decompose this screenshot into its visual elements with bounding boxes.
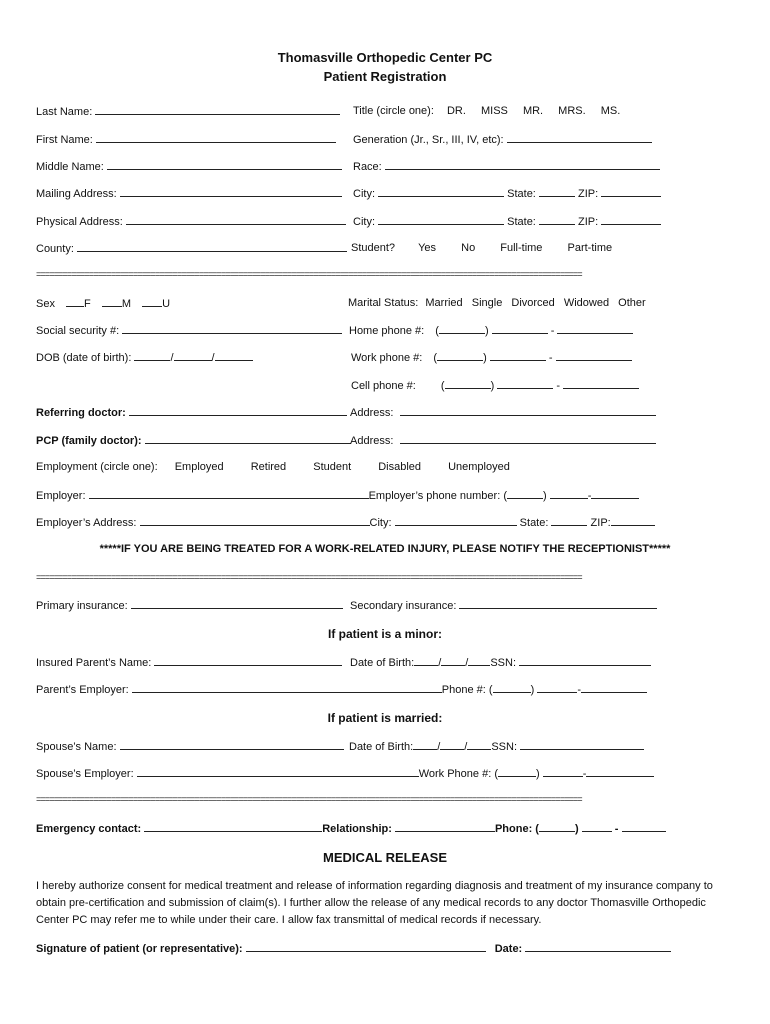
title-row (353, 104, 620, 118)
separator-1: ============================================================================================================================ (36, 270, 582, 280)
mailing-city-label: City: (353, 188, 375, 200)
county-field[interactable] (77, 241, 347, 252)
spouse-dob-year[interactable] (467, 739, 491, 750)
employment-option-retired[interactable]: Retired (250, 461, 287, 473)
first-name-label: First Name: (36, 134, 93, 146)
pcp-address-field[interactable] (400, 433, 656, 444)
primary-insurance-row (36, 598, 343, 613)
married-heading: If patient is married: (327, 711, 443, 725)
employer-phone-prefix[interactable] (550, 488, 588, 499)
marital-row (348, 296, 646, 310)
physical-city-field[interactable] (378, 214, 504, 225)
middle-name-label: Middle Name: (36, 161, 104, 173)
student-option-no[interactable]: No (461, 242, 476, 254)
title-option-mr[interactable]: MR. (522, 105, 544, 117)
mailing-state-label: State: (507, 188, 536, 200)
parent-employer-label: Parent’s Employer: (36, 684, 129, 696)
parent-employer-row: Parent’s Employer: Phone #: ( ) - (36, 682, 647, 697)
sex-f-label: F (84, 298, 91, 310)
mailing-zip-label: ZIP: (578, 188, 599, 200)
marital-option-other[interactable]: Other (618, 297, 646, 309)
separator-2: ============================================================================================================================ (36, 573, 582, 583)
emergency-contact-label: Emergency contact: (36, 823, 142, 835)
employment-option-employed[interactable]: Employed (174, 461, 224, 473)
parent-dob-month[interactable] (414, 655, 438, 666)
employer-label: Employer: (36, 490, 86, 502)
pcp-field[interactable] (145, 433, 351, 444)
spouse-employer-field[interactable] (137, 766, 419, 777)
pcp-label: PCP (family doctor): (36, 435, 142, 447)
date-field[interactable] (525, 941, 671, 952)
parent-phone-label: Phone #: (441, 684, 486, 696)
insured-parent-row (36, 655, 342, 670)
spouse-name-label: Spouse’s Name: (36, 741, 117, 753)
county-row (36, 241, 347, 256)
dob-row: DOB (date of birth): / / (36, 350, 253, 365)
title-option-mrs[interactable]: MRS. (558, 105, 586, 117)
pcp-row (36, 433, 351, 448)
dob-day[interactable] (174, 350, 212, 361)
last-name-row (36, 104, 340, 119)
signature-field[interactable] (246, 941, 486, 952)
medical-release-text: I hereby authorize consent for medical treatment and release of information regarding diagnosis and treatment of my insurance company to obtain pre-certification and submission of claim(s). I further allow the release of any medical records to any doctor Thomasville Orthopedic Center PC may refer me to while under their care. I allow fax transmittal of medical records if necessary. (36, 880, 713, 926)
employer-zip-field[interactable] (611, 515, 655, 526)
referring-address-label: Address: (350, 407, 394, 419)
first-name-field[interactable] (96, 132, 336, 143)
spouse-dob-month[interactable] (413, 739, 437, 750)
mailing-address-row (36, 186, 342, 201)
middle-name-row (36, 159, 342, 174)
parent-dob-year[interactable] (468, 655, 490, 666)
parent-dob-row: Date of Birth: / / SSN: (350, 655, 651, 670)
cell-phone-line[interactable] (563, 378, 639, 389)
sex-label: Sex (36, 298, 55, 310)
spouse-phone-label: Work Phone #: (418, 768, 492, 780)
work-phone-area[interactable] (437, 350, 483, 361)
physical-city-label: City: (353, 216, 375, 228)
county-label: County: (36, 243, 74, 255)
home-phone-area[interactable] (439, 323, 485, 334)
cell-phone-label: Cell phone #: (351, 380, 416, 392)
employer-address-row (36, 515, 655, 530)
spouse-ssn-field[interactable] (520, 739, 644, 750)
ssn-field[interactable] (122, 323, 342, 334)
secondary-insurance-row (350, 598, 657, 613)
student-label: Student? (351, 242, 396, 254)
separator-3: ============================================================================================================================ (36, 795, 582, 805)
physical-state-label: State: (507, 216, 536, 228)
parent-dob-label: Date of Birth: (350, 657, 415, 669)
last-name-field[interactable] (95, 104, 340, 115)
sex-f-field[interactable] (66, 296, 84, 307)
signature-row (36, 941, 671, 956)
marital-option-divorced[interactable]: Divorced (511, 297, 555, 309)
sex-u-label: U (162, 298, 171, 310)
form-title: Patient Registration (323, 69, 447, 84)
physical-address-row (36, 214, 346, 229)
work-injury-notice: *****IF YOU ARE BEING TREATED FOR A WORK-RELATED INJURY, PLEASE NOTIFY THE RECEPTIONIST***** (99, 543, 671, 555)
generation-label: Generation (Jr., Sr., III, IV, etc): (353, 134, 504, 146)
last-name-label: Last Name: (36, 106, 93, 118)
referring-doctor-row (36, 405, 347, 420)
parent-employer-field[interactable] (132, 682, 442, 693)
student-row (351, 241, 612, 255)
date-label: Date: (494, 943, 523, 955)
student-option-fulltime[interactable]: Full-time (500, 242, 543, 254)
physical-state-field[interactable] (539, 214, 575, 225)
employer-state-field[interactable] (551, 515, 587, 526)
parent-phone-prefix[interactable] (537, 682, 577, 693)
ssn-label: Social security #: (36, 325, 120, 337)
marital-label: Marital Status: (348, 297, 419, 309)
physical-zip-label: ZIP: (578, 216, 599, 228)
spouse-ssn-label: SSN: (491, 741, 518, 753)
employer-address-field[interactable] (140, 515, 370, 526)
employer-phone-area[interactable] (507, 488, 543, 499)
minor-heading: If patient is a minor: (327, 627, 442, 641)
student-option-parttime[interactable]: Part-time (567, 242, 613, 254)
secondary-insurance-label: Secondary insurance: (350, 600, 457, 612)
primary-insurance-field[interactable] (131, 598, 343, 609)
sex-m-label: M (121, 298, 131, 310)
generation-field[interactable] (507, 132, 652, 143)
marital-option-married[interactable]: Married (425, 297, 463, 309)
first-name-row (36, 132, 336, 147)
ssn-row (36, 323, 342, 338)
employer-phone-label: Employer’s phone number: (368, 490, 501, 502)
emergency-phone-area[interactable] (539, 821, 575, 832)
parent-ssn-label: SSN: (490, 657, 517, 669)
employment-row (36, 460, 510, 474)
spouse-phone-prefix[interactable] (543, 766, 583, 777)
spouse-dob-day[interactable] (440, 739, 464, 750)
pcp-address-row (350, 433, 656, 448)
referring-address-row (350, 405, 656, 420)
employer-city-field[interactable] (395, 515, 517, 526)
mailing-address-field[interactable] (120, 186, 342, 197)
employment-option-disabled[interactable]: Disabled (378, 461, 422, 473)
spouse-dob-row: Date of Birth: / / SSN: (349, 739, 644, 754)
sex-row (36, 296, 170, 311)
employment-option-student[interactable]: Student (313, 461, 352, 473)
parent-phone-area[interactable] (493, 682, 531, 693)
physical-address-label: Physical Address: (36, 216, 123, 228)
marital-option-widowed[interactable]: Widowed (563, 297, 610, 309)
employer-city-label: City: (369, 517, 392, 529)
generation-row (353, 132, 652, 147)
mailing-city-field[interactable] (378, 186, 504, 197)
employment-label: Employment (circle one): (36, 461, 158, 473)
emergency-phone-label: Phone: (494, 823, 533, 835)
title-option-dr[interactable]: DR. (446, 105, 466, 117)
spouse-phone-line[interactable] (586, 766, 654, 777)
home-phone-line[interactable] (557, 323, 633, 334)
relationship-label: Relationship: (322, 823, 392, 835)
dob-label: DOB (date of birth): (36, 352, 132, 364)
dob-year[interactable] (215, 350, 253, 361)
cell-phone-area[interactable] (445, 378, 491, 389)
home-phone-prefix[interactable] (492, 323, 548, 334)
parent-ssn-field[interactable] (519, 655, 651, 666)
home-phone-label: Home phone #: (349, 325, 425, 337)
cell-phone-prefix[interactable] (497, 378, 553, 389)
mailing-zip-field[interactable] (601, 186, 661, 197)
insured-parent-label: Insured Parent’s Name: (36, 657, 152, 669)
employer-address-label: Employer’s Address: (36, 517, 137, 529)
mailing-state-field[interactable] (539, 186, 575, 197)
employer-field[interactable] (89, 488, 369, 499)
spouse-name-row (36, 739, 344, 754)
relationship-field[interactable] (395, 821, 495, 832)
employer-state-label: State: (519, 517, 549, 529)
spouse-employer-label: Spouse’s Employer: (36, 768, 134, 780)
insured-parent-field[interactable] (154, 655, 342, 666)
sex-m-field[interactable] (102, 296, 122, 307)
title-option-ms[interactable]: MS. (600, 105, 621, 117)
emergency-row: Emergency contact: Relationship: Phone: ( ) - (36, 821, 666, 836)
work-phone-row: Work phone #: ( ) - (351, 350, 632, 365)
mailing-address-label: Mailing Address: (36, 188, 117, 200)
secondary-insurance-field[interactable] (459, 598, 657, 609)
race-row (353, 159, 660, 174)
race-field[interactable] (385, 159, 660, 170)
dob-month[interactable] (134, 350, 170, 361)
physical-city-row (353, 214, 661, 229)
marital-option-single[interactable]: Single (471, 297, 503, 309)
spouse-name-field[interactable] (120, 739, 344, 750)
employment-option-unemployed[interactable]: Unemployed (448, 461, 510, 473)
employer-phone-line[interactable] (591, 488, 639, 499)
work-phone-prefix[interactable] (490, 350, 546, 361)
referring-address-field[interactable] (400, 405, 656, 416)
spouse-phone-area[interactable] (498, 766, 536, 777)
physical-zip-field[interactable] (601, 214, 661, 225)
spouse-dob-label: Date of Birth: (349, 741, 414, 753)
parent-dob-day[interactable] (441, 655, 465, 666)
sex-u-field[interactable] (142, 296, 162, 307)
primary-insurance-label: Primary insurance: (36, 600, 128, 612)
parent-phone-line[interactable] (581, 682, 647, 693)
cell-phone-row: Cell phone #: ( ) - (351, 378, 639, 393)
emergency-phone-line[interactable] (622, 821, 666, 832)
physical-address-field[interactable] (126, 214, 346, 225)
race-label: Race: (353, 161, 382, 173)
referring-doctor-label: Referring doctor: (36, 407, 126, 419)
home-phone-row: Home phone #: ( ) - (349, 323, 633, 338)
pcp-address-label: Address: (350, 435, 394, 447)
emergency-phone-prefix[interactable] (582, 821, 612, 832)
work-phone-line[interactable] (556, 350, 632, 361)
emergency-contact-field[interactable] (144, 821, 322, 832)
middle-name-field[interactable] (107, 159, 342, 170)
referring-doctor-field[interactable] (129, 405, 347, 416)
signature-label: Signature of patient (or representative): (36, 943, 243, 955)
work-phone-label: Work phone #: (351, 352, 423, 364)
medical-release-heading: MEDICAL RELEASE (323, 850, 447, 865)
title-option-miss[interactable]: MISS (480, 105, 508, 117)
spouse-employer-row: Spouse’s Employer: Work Phone #: ( ) - (36, 766, 654, 781)
mailing-city-row (353, 186, 661, 201)
employer-row: Employer: Employer’s phone number: ( ) - (36, 488, 639, 503)
title-label: Title (circle one): (353, 105, 434, 117)
employer-zip-label: ZIP: (590, 517, 611, 529)
org-name: Thomasville Orthopedic Center PC (277, 50, 493, 65)
student-option-yes[interactable]: Yes (418, 242, 437, 254)
